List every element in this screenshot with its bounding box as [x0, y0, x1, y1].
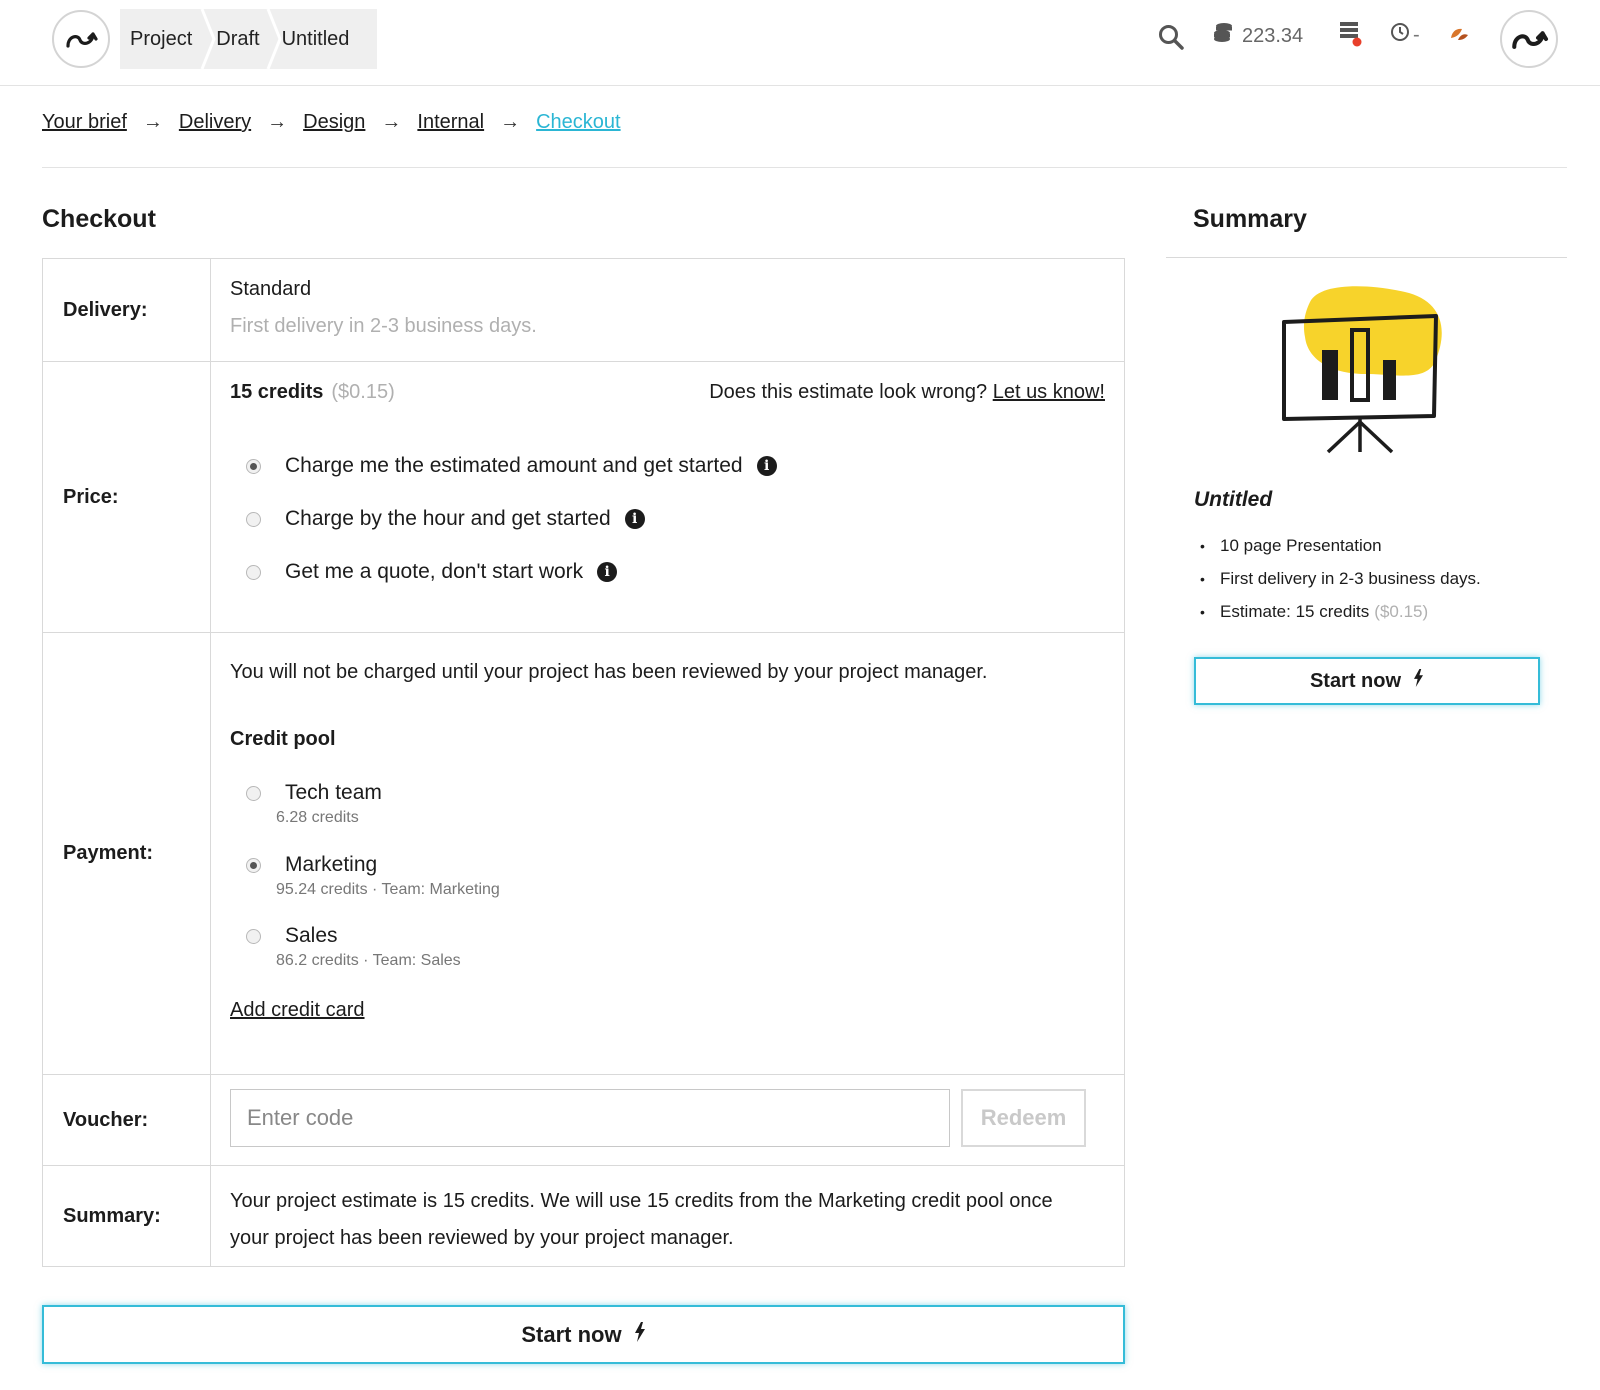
summary-title: Summary: [1193, 205, 1307, 233]
credit-pool-marketing[interactable]: [230, 853, 500, 899]
radio-button[interactable]: [246, 565, 261, 580]
price-credits: 15 credits: [230, 381, 324, 403]
payment-row: [43, 632, 1124, 1074]
leaf-icon[interactable]: [1448, 24, 1470, 44]
pool-name: Sales: [285, 924, 338, 947]
payment-note: You will not be charged until your project has been reviewed by your project manager.: [230, 661, 988, 683]
list-item: • Estimate: 15 credits ($0.15): [1200, 602, 1429, 621]
pool-details: 6.28 credits: [276, 809, 359, 826]
avatar-logo-icon[interactable]: [1500, 10, 1558, 68]
info-icon[interactable]: i: [757, 456, 777, 476]
estimate-feedback: [709, 381, 1105, 404]
clock-value: -: [1413, 23, 1420, 46]
top-bar: [0, 0, 1600, 86]
pool-name: Tech team: [285, 781, 382, 804]
radio-button[interactable]: [246, 858, 261, 873]
list-item-text: First delivery in 2-3 business days.: [1220, 569, 1481, 588]
divider: [42, 167, 1567, 168]
info-icon[interactable]: i: [597, 562, 617, 582]
start-now-label: Start now: [521, 1321, 622, 1347]
presentation-board-icon: [1280, 282, 1455, 462]
price-option-label: Charge me the estimated amount and get started: [285, 454, 743, 477]
start-now-label: Start now: [1309, 669, 1402, 692]
radio-button[interactable]: [246, 786, 261, 801]
radio-button[interactable]: [246, 512, 261, 527]
clock-icon: [1390, 22, 1410, 48]
step-arrow: →: [500, 111, 521, 133]
summary-label: Summary:: [43, 1166, 211, 1266]
radio-button[interactable]: [246, 459, 261, 474]
payment-label: Payment:: [43, 633, 211, 1074]
let-us-know-link[interactable]: Let us know!: [992, 381, 1105, 403]
redeem-button[interactable]: Redeem: [961, 1089, 1086, 1147]
list-item-text: Estimate: 15 credits: [1220, 602, 1370, 621]
credit-pool-title: Credit pool: [230, 728, 336, 750]
start-now-button[interactable]: [42, 1305, 1125, 1364]
clock-indicator[interactable]: [1390, 22, 1420, 48]
pool-details: 86.2 credits · Team: Sales: [276, 952, 461, 969]
divider: [1166, 257, 1567, 258]
step-your-brief[interactable]: Your brief: [42, 111, 127, 133]
price-option-hourly[interactable]: [230, 507, 645, 531]
logo-icon[interactable]: [52, 10, 110, 68]
voucher-label: Voucher:: [43, 1075, 211, 1165]
price-option-label: Charge by the hour and get started: [285, 507, 611, 530]
coins-icon: [1212, 22, 1234, 50]
server-icon[interactable]: [1338, 20, 1364, 48]
summary-text: Your project estimate is 15 credits. We will use 15 credits from the Marketing credit pool once your project has been reviewed by your project manager.: [230, 1190, 1053, 1249]
lightning-icon: [1413, 669, 1424, 693]
step-delivery[interactable]: Delivery: [178, 111, 252, 133]
search-icon[interactable]: [1158, 24, 1184, 50]
checkout-steps: [42, 111, 621, 134]
list-item: • 10 page Presentation: [1200, 536, 1382, 555]
step-arrow: →: [267, 111, 288, 133]
crumb-untitled-label: Untitled: [281, 27, 350, 50]
delivery-row: [43, 259, 1124, 361]
price-option-quote[interactable]: [230, 560, 617, 584]
price-row: [43, 361, 1124, 632]
crumb-project-label: Project: [130, 27, 193, 50]
estimate-question: Does this estimate look wrong?: [709, 381, 988, 403]
project-breadcrumb: [120, 9, 377, 69]
summary-row: [43, 1165, 1124, 1266]
sidebar-project-name: Untitled: [1194, 488, 1273, 511]
lightning-icon: [634, 1322, 646, 1348]
step-arrow: →: [142, 111, 163, 133]
sidebar-summary-list: [1200, 536, 1481, 635]
notification-dot: [1353, 38, 1362, 47]
step-design[interactable]: Design: [303, 111, 366, 133]
crumb-draft-label: Draft: [216, 27, 260, 50]
list-item-text: 10 page Presentation: [1220, 536, 1382, 555]
sidebar-start-now-button[interactable]: [1194, 657, 1540, 705]
price-option-label: Get me a quote, don't start work: [285, 560, 584, 583]
voucher-row: [43, 1074, 1124, 1165]
checkout-table: [42, 258, 1125, 1267]
voucher-code-input[interactable]: [230, 1089, 950, 1147]
list-item: • First delivery in 2-3 business days.: [1200, 569, 1481, 588]
credits-balance[interactable]: [1212, 22, 1303, 50]
delivery-label: Delivery:: [43, 259, 211, 361]
credits-balance-value: 223.34: [1242, 24, 1304, 47]
step-arrow: →: [381, 111, 402, 133]
price-dollars: ($0.15): [331, 381, 395, 403]
crumb-draft[interactable]: [206, 9, 271, 69]
crumb-project[interactable]: [120, 9, 206, 69]
step-internal[interactable]: Internal: [417, 111, 485, 133]
page-title: Checkout: [42, 205, 156, 233]
delivery-subtitle: First delivery in 2-3 business days.: [230, 315, 537, 337]
price-estimate: [230, 381, 395, 404]
info-icon[interactable]: i: [625, 509, 645, 529]
add-credit-card-link[interactable]: Add credit card: [230, 999, 365, 1021]
crumb-untitled[interactable]: [272, 9, 378, 69]
radio-button[interactable]: [246, 929, 261, 944]
pool-details: 95.24 credits · Team: Marketing: [276, 881, 500, 898]
delivery-title: Standard: [230, 278, 312, 300]
credit-pool-sales[interactable]: [230, 924, 461, 970]
pool-name: Marketing: [285, 853, 378, 876]
price-option-estimate[interactable]: [230, 454, 777, 478]
step-checkout[interactable]: Checkout: [536, 111, 621, 133]
estimate-dollars: ($0.15): [1374, 602, 1429, 621]
price-label: Price:: [43, 362, 211, 632]
credit-pool-tech-team[interactable]: [230, 781, 382, 827]
